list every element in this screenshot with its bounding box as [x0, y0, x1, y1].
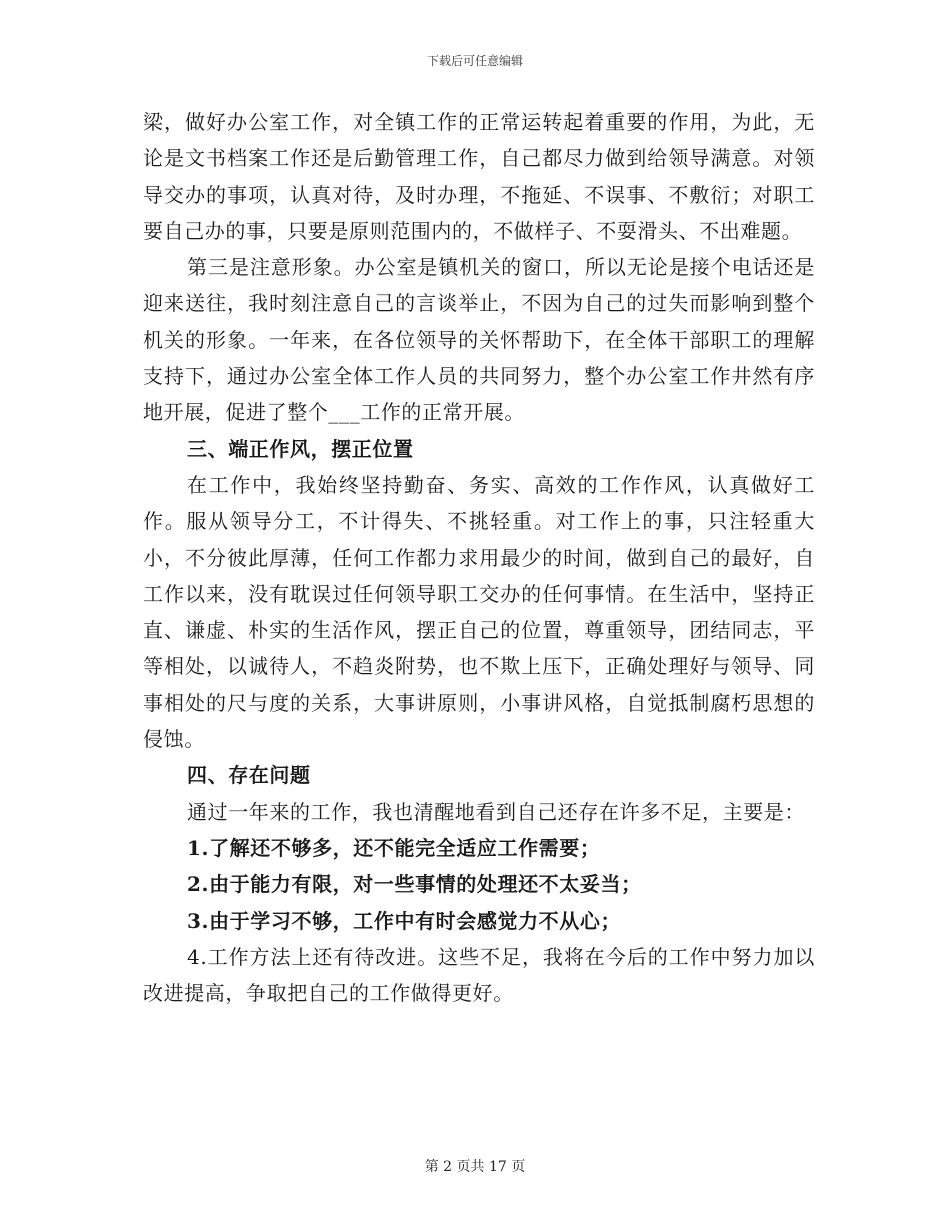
- list-item-4: 4.工作方法上还有待改进。这些不足，我将在今后的工作中努力加以改进提高，争取把自己的工作做得更好。: [143, 944, 815, 1006]
- paragraph-image: 第三是注意形象。办公室是镇机关的窗口，所以无论是接个电话还是迎来送往，我时刻注意自己的言谈举止，不因为自己的过失而影响到整个机关的形象。一年来，在各位领导的关怀帮助下，在全体干部职工的理解支持下，通过办公室全体工作人员的共同努力，整个办公室工作井然有序地开展，促进了整个___工作的正常开展。: [143, 255, 815, 425]
- list-item-2: 2.由于能力有限，对一些事情的处理还不太妥当；: [187, 872, 642, 897]
- section-heading-4: 四、存在问题: [187, 763, 311, 788]
- paragraph-work-style: 在工作中，我始终坚持勤奋、务实、高效的工作作风，认真做好工作。服从领导分工，不计得失、不挑轻重。对工作上的事，只注轻重大小，不分彼此厚薄，任何工作都力求用最少的时间，做到自己的最好，自工作以来，没有耽误过任何领导职工交办的任何事情。在生活中，坚持正直、谦虚、朴实的生活作风，摆正自己的位置，尊重领导，团结同志，平等相处，以诚待人，不趋炎附势，也不欺上压下，正确处理好与领导、同事相处的尺与度的关系，大事讲原则，小事讲风格，自觉抵制腐朽思想的侵蚀。: [143, 472, 815, 752]
- page-header: 下载后可任意编辑: [426, 54, 523, 68]
- section-heading-3: 三、端正作风，摆正位置: [187, 436, 414, 461]
- list-item-1: 1.了解还不够多，还不能完全适应工作需要；: [187, 835, 601, 860]
- document-body: [143, 104, 815, 1011]
- paragraph-continuation: 梁，做好办公室工作，对全镇工作的正常运转起着重要的作用，为此，无论是文书档案工作还是后勤管理工作，自己都尽力做到给领导满意。对领导交办的事项，认真对待，及时办理，不拖延、不误事、不敷衍；对职工要自己办的事，只要是原则范围内的，不做样子、不耍滑头、不出难题。: [143, 110, 815, 243]
- page-footer: 第 2 页共 17 页: [424, 1159, 526, 1175]
- list-item-3: 3.由于学习不够，工作中有时会感觉力不从心；: [187, 908, 622, 933]
- paragraph-problems-intro: 通过一年来的工作，我也清醒地看到自己还存在许多不足，主要是：: [187, 799, 805, 824]
